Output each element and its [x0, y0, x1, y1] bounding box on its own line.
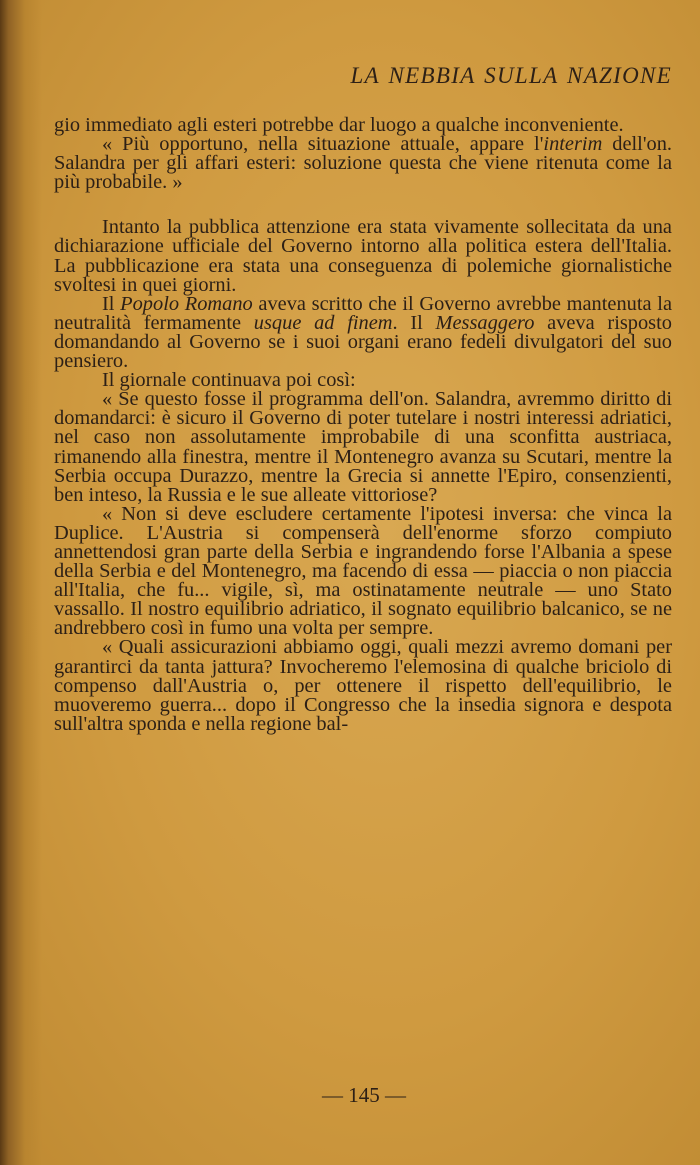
book-spine-shadow — [0, 0, 42, 1165]
paragraph-text: aveva risposto domandando al Governo se i suoi organi erano fedeli divulgatori del suo pensiero. — [54, 311, 672, 373]
running-header: LA NEBBIA SULLA NAZIONE — [350, 63, 672, 88]
paragraph-text: aveva scritto che il Governo avrebbe mantenuta la neutralità fermamente — [54, 292, 672, 334]
paragraph — [54, 135, 672, 192]
italic-text: Messaggero — [435, 311, 535, 334]
paragraph — [54, 292, 672, 373]
paragraph — [54, 218, 672, 294]
italic-text: Popolo Romano — [120, 292, 253, 315]
paragraph-text: Intanto la pubblica attenzione era stata vivamente sollecitata da una dichiarazione ufficiale del Governo intorno alla politica estera dell'Italia. La pubblicazione era stata una conseguenza di polemiche giornalistiche svoltesi in quei giorni. — [54, 216, 672, 296]
paragraph-text: gio immediato agli esteri potrebbe dar luogo a qualche inconveniente. — [54, 114, 624, 136]
paragraph-text: . Il — [392, 311, 436, 334]
paragraph-text: « Se questo fosse il programma dell'on. Salandra, avremmo diritto di domandarci: è sicuro il Governo di poter tutelare i nostri interessi adriatici, nel caso non assolutamente improbabile di una sconfitta austriaca, rimanendo alla finestra, mentre il Montenegro avanza su Scutari, mentre la Serbia occupa Durazzo, mentre la Grecia si annette l'Epiro, consenzienti, ben inteso, la Russia e le sue alleate vittoriose? — [54, 388, 672, 506]
paragraph-text: Il — [102, 292, 121, 315]
page-number: — 145 — — [322, 1083, 406, 1107]
paragraph-text: « Non si deve escludere certamente l'ipotesi inversa: che vinca la Duplice. L'Austria si compenserà dell'enorme sforzo compiuto annettendosi gran parte della Serbia e ingrandendo forse l'Albania a spese della Serbia e del Montenegro, ma facendo di essa — piaccia o non piaccia all'Italia, che fu... vigile, sì, ma ostinatamente neutrale — uno Stato vassallo. Il nostro equilibrio adriatico, il sognato equilibrio balcanico, se ne andrebbero così in fumo una volta per sempre. — [54, 502, 672, 640]
paragraph — [54, 502, 672, 640]
body-text — [54, 116, 672, 734]
paragraph-text: « Quali assicurazioni abbiamo oggi, quali mezzi avremo domani per garantirci da tanta jattura? Invocheremo l'elemosina di qualche briciolo di compenso dall'Austria o, per ottenere il rispetto dell'equilibrio, le muoveremo guerra... dopo il Congresso che la insedia signora e despota sull'altra sponda e nella regione bal- — [54, 636, 672, 735]
paragraph-text: Il giornale continuava poi così: — [102, 369, 356, 392]
paragraph — [54, 638, 672, 733]
paragraph-text: dell'on. Salandra per gli affari esteri: soluzione questa che viene ritenuta come la più probabile. » — [54, 133, 673, 194]
italic-text: usque ad finem — [253, 311, 393, 334]
italic-text: interim — [543, 133, 603, 156]
paragraph-text: « Più opportuno, nella situazione attuale, appare l' — [102, 133, 544, 156]
paragraph — [54, 390, 672, 505]
